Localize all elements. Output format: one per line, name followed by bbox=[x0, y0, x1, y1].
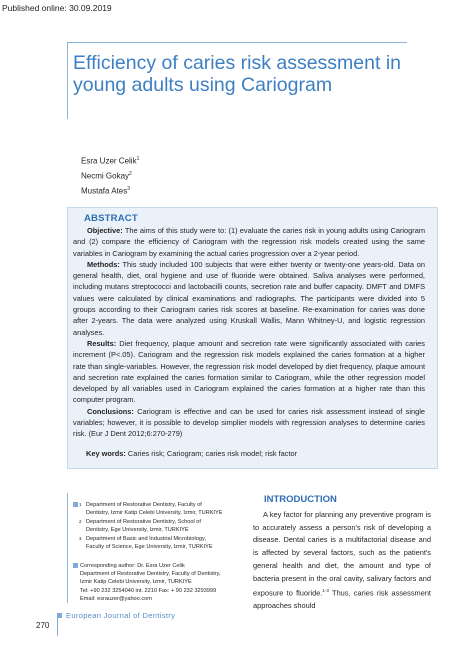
results-label: Results: bbox=[87, 338, 117, 348]
introduction-heading: INTRODUCTION bbox=[264, 494, 337, 505]
author-name: Necmi Gokay bbox=[81, 171, 130, 181]
journal-name: European Journal of Dentistry bbox=[66, 611, 176, 620]
conclusions-label: Conclusions: bbox=[87, 406, 134, 416]
author-list bbox=[81, 153, 139, 198]
published-date: Published online: 30.09.2019 bbox=[2, 3, 112, 13]
conclusions-text: Cariogram is effective and can be used for caries risk assessment instead of single variables; however, it is possible to develop simplier models with regression analyses to determine caries risk. (Eur J Dent 2012;6:270-279) bbox=[73, 406, 425, 439]
affiliation-line: Faculty of Science, Ege University, Izmir, TURKIYE bbox=[86, 544, 213, 551]
footnote-marker bbox=[73, 502, 78, 507]
author-name: Mustafa Ates bbox=[81, 186, 128, 196]
affiliation-line: Department of Restorative Dentistry, Faculty of bbox=[86, 502, 202, 508]
affiliation-3 bbox=[79, 535, 246, 551]
author-name: Esra Uzer Celik bbox=[81, 156, 137, 166]
author-affiliation-mark: 2 bbox=[129, 171, 132, 178]
correspondence-line: Tel: +90 232 3254040 int. 2210 Fax: + 90 232 3293999 bbox=[80, 587, 217, 594]
abstract-objective bbox=[73, 225, 425, 259]
correspondence-line: Corresponding author: Dr. Esra Uzer Celik bbox=[80, 563, 185, 569]
correspondence-email: Email: esrauzer@yahoo.com bbox=[80, 595, 152, 602]
methods-text: This study included 100 subjects that were either twenty or twenty-one years-old. Data on general health, diet, oral hygiene and use of fluoride were obtained. Saliva analyses were performed, including mutans streptococci and lactobacilli counts, secretion rate and buffer capacity. DMFT and DMFS values were calculated by clinical examinations and radiographs. The participants were divided into 5 groups according to their Cariogram caries risk scores at baseline. Re-examination for caries was done after 2-years. The data were analyzed using Kruskall Wallis, Mann Whitney-U, and logistic regression analyses. bbox=[73, 259, 425, 337]
affiliation-2 bbox=[79, 518, 246, 534]
abstract-body bbox=[73, 225, 425, 440]
affiliation-line: Dentistry, Ege University, Izmir, TURKIYE bbox=[86, 527, 189, 534]
correspondence-line: Izmir Katip Celebi University, Izmir, TURKIYE bbox=[80, 579, 192, 586]
introduction-body bbox=[253, 509, 431, 613]
citation-mark: 1-3 bbox=[322, 588, 329, 594]
abstract-heading: ABSTRACT bbox=[84, 213, 138, 224]
introduction-text: A key factor for planning any preventive program is to accurately assess a person's risk of developing a disease. Dental caries is a multifactorial disease and is affected by several factors, such as the patient's general health and diet, the amount and type of bacteria present in the oral cavity, salivary factors and exposure to fluoride. bbox=[253, 510, 431, 598]
affiliation-1 bbox=[79, 501, 246, 517]
affiliation-line: Department of Basic and Industrial Microbiology, bbox=[86, 536, 206, 542]
objective-label: Objective: bbox=[87, 226, 123, 235]
methods-label: Methods: bbox=[87, 259, 120, 269]
abstract-results bbox=[73, 338, 425, 406]
author-3 bbox=[81, 183, 139, 198]
author-2 bbox=[81, 168, 139, 183]
affiliation-number: 1 bbox=[79, 502, 82, 507]
footer-rule bbox=[57, 618, 58, 636]
author-affiliation-mark: 1 bbox=[136, 156, 140, 162]
keywords-label: Key words: bbox=[86, 449, 126, 458]
correspondence-marker bbox=[73, 563, 78, 568]
correspondence-line: Department of Restorative Dentistry, Faculty of Dentistry, bbox=[80, 571, 221, 578]
affiliation-number: 2 bbox=[79, 519, 82, 524]
keywords bbox=[86, 449, 297, 458]
abstract-methods bbox=[73, 259, 425, 338]
footer-marker bbox=[57, 613, 62, 618]
introduction-text-cont: Thus, caries risk assessment approaches should bbox=[253, 588, 431, 611]
page-number: 270 bbox=[36, 621, 50, 630]
article-title: Efficiency of caries risk assessment in young adults using Cariogram bbox=[73, 52, 402, 96]
affiliation-line: Dentistry, Izmir Katip Celebi University, Izmir, TURKIYE bbox=[86, 510, 223, 517]
keywords-text: Caries risk; Cariogram; caries risk model; risk factor bbox=[125, 449, 298, 458]
results-text: Diet frequency, plaque amount and secretion rate were significantly associated with caries increment (P<.05). Cariogram and the regression risk models explained the caries formation at a higher rate than single-variables. However, the regression risk model developed by diet frequency, plaque amount and secretion rate explained the caries formation similar to Cariogram, while the other regression model developed by all variables used in Cariogram explained the caries formation at a higher rate than this computer program. bbox=[73, 338, 425, 405]
abstract-conclusions bbox=[73, 406, 425, 440]
author-1 bbox=[81, 153, 139, 168]
affiliation-line: Department of Restorative Dentistry, School of bbox=[86, 519, 201, 525]
affiliation-number: 3 bbox=[79, 536, 82, 541]
objective-text: The aims of this study were to: (1) evaluate the caries risk in young adults using Cariogram and (2) compare the efficiency of Cariogram with the regression risk models created using the same variables in Cariogram by examining the actual caries progression over a 2-year period. bbox=[73, 226, 425, 258]
introduction-paragraph bbox=[253, 509, 431, 613]
correspondence bbox=[80, 562, 245, 603]
author-affiliation-mark: 3 bbox=[127, 186, 131, 193]
